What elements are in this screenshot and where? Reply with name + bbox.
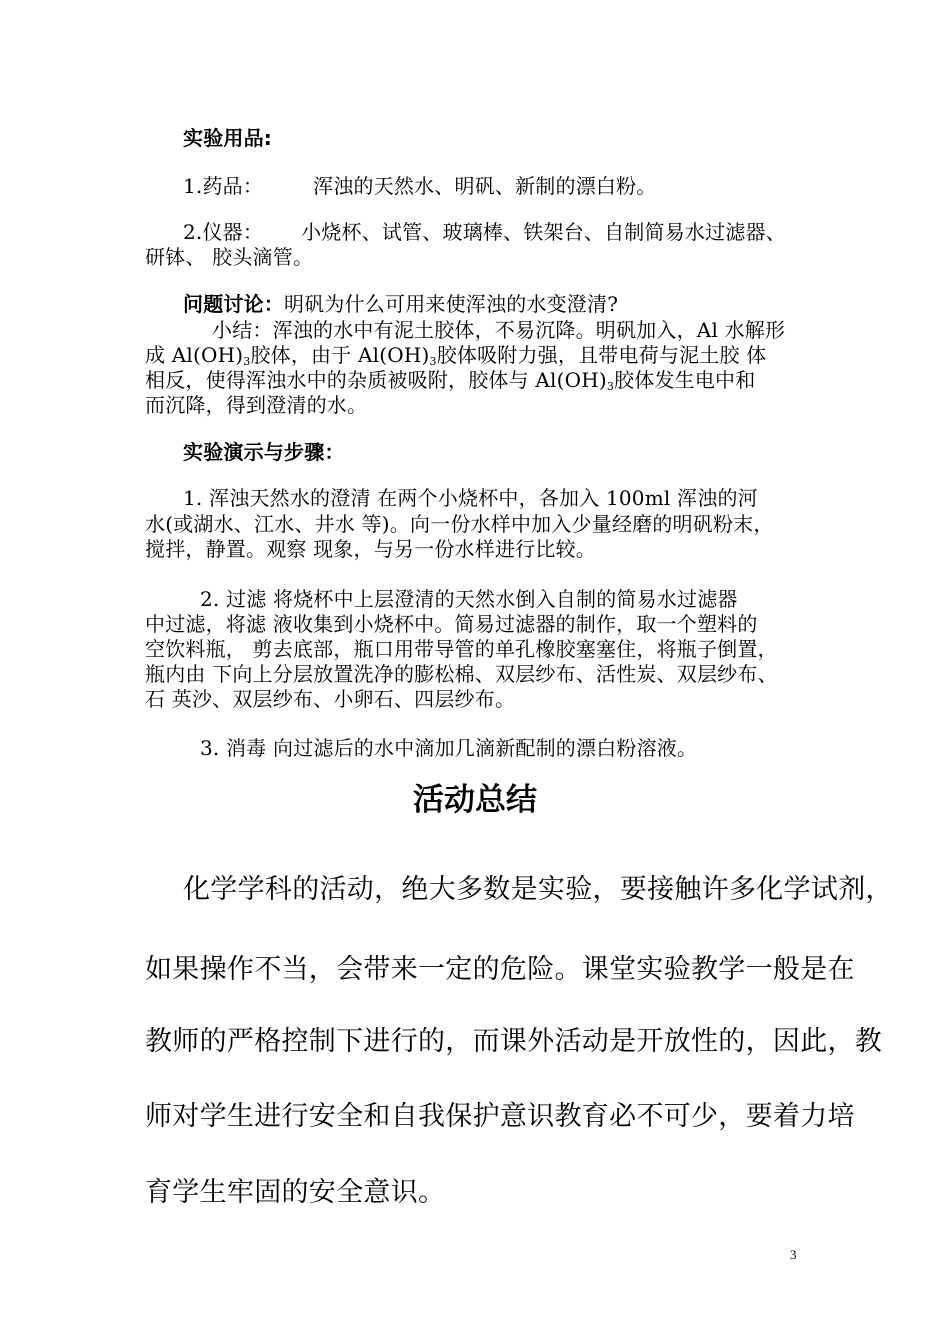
step2-line-5: 石 英沙、双层纱布、小卵石、四层纱布。 (145, 687, 516, 711)
summary-line-4: 而沉降，得到澄清的水。 (145, 393, 368, 417)
step1-line-3: 搅拌，静置。观察 现象，与另一份水样进行比较。 (145, 537, 596, 561)
summary-line-1: 小结：浑浊的水中有泥土胶体，不易沉降。明矾加入，Al 水解形 (212, 318, 786, 342)
conclusion-line-1: 化学学科的活动，绝大多数是实验，要接触许多化学试剂， (183, 874, 893, 905)
subscript-3: 3 (243, 355, 251, 368)
step2-line-3: 空饮料瓶， 剪去底部，瓶口用带导管的单孔橡胶塞塞住，将瓶子倒置， (145, 637, 778, 661)
instruments-text-cont: 研钵、 胶头滴管。 (145, 245, 314, 269)
reagents-label: 1.药品： (183, 174, 264, 198)
conclusion-line-5: 育学生牢固的安全意识。 (145, 1177, 446, 1208)
subscript-3: 3 (429, 355, 437, 368)
step1-line-2: 水(或湖水、江水、井水 等)。向一份水样中加入少量经磨的明矾粉末， (145, 512, 774, 536)
instruments-text: 小烧杯、试管、玻璃棒、铁架台、自制简易水过滤器、 (301, 220, 786, 244)
conclusion-line-2: 如果操作不当，会带来一定的危险。课堂实验教学一般是在 (145, 954, 855, 985)
reagents-text: 浑浊的天然水、明矾、新制的漂白粉。 (313, 174, 657, 198)
activity-summary-title: 活动总结 (413, 782, 537, 818)
reagents-line (183, 174, 657, 198)
page-number: 3 (790, 1247, 797, 1262)
subscript-3: 3 (606, 380, 615, 393)
step2-line-1: 2. 过滤 将烧杯中上层澄清的天然水倒入自制的简易水过滤器 (200, 587, 738, 611)
summary-line-3-part-a: 相反，使得浑浊水中的杂质被吸附，胶体与 Al(OH) (145, 368, 607, 392)
summary-line-3-part-b: 胶体发生电中和 (614, 368, 756, 392)
step2-line-4: 瓶内由 下向上分层放置洗净的膨松棉、双层纱布、活性炭、双层纱布、 (145, 662, 778, 686)
step3-line-1: 3. 消毒 向过滤后的水中滴加几滴新配制的漂白粉溶液。 (200, 736, 698, 760)
instruments-line (183, 220, 786, 244)
summary-line-2-part-a: 成 Al(OH) (145, 343, 244, 367)
conclusion-line-3: 教师的严格控制下进行的，而课外活动是开放性的，因此，教 (145, 1026, 883, 1057)
summary-line-2-part-b: 胶体，由于 Al(OH) (250, 343, 430, 367)
materials-heading: 实验用品: (183, 126, 272, 150)
summary-line-2-part-c: 胶体吸附力强，且带电荷与泥土胶 体 (436, 343, 767, 367)
steps-heading: 实验演示与步骤： (183, 440, 345, 464)
instruments-label: 2.仪器： (183, 220, 264, 244)
step2-line-2: 中过滤，将滤 液收集到小烧杯中。简易过滤器的制作，取一个塑料的 (145, 612, 758, 636)
conclusion-line-4: 师对学生进行安全和自我保护意识教育必不可少，要着力培 (145, 1101, 855, 1132)
step1-line-1: 1. 浑浊天然水的澄清 在两个小烧杯中，各加入 100ml 浑浊的河 (183, 486, 758, 510)
question-label: 问题讨论： (183, 292, 284, 316)
question-line (183, 292, 618, 316)
question-text: 明矾为什么可用来使浑浊的水变澄清? (284, 292, 619, 316)
